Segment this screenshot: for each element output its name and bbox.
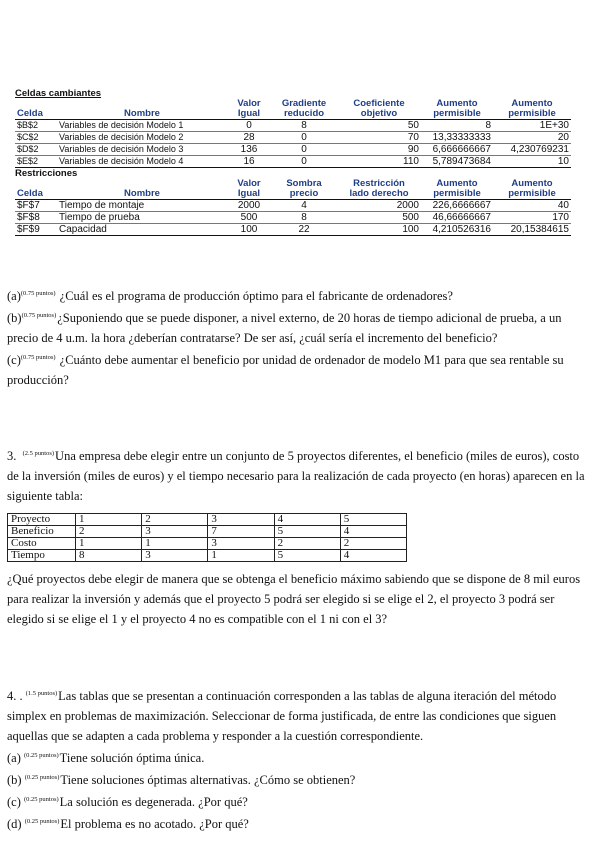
cell-objective-coef: 110 <box>337 156 421 168</box>
table-cell: 4 <box>340 550 406 562</box>
col-aumento-1: Aumento <box>436 98 478 109</box>
q4-item-b: (b) $^{(0.25 puntos)}$Tiene soluciones óptimas alternativas. ¿Cómo se obtienen? <box>7 773 356 787</box>
col-aumento2-1: Aumento <box>511 98 553 109</box>
table-cell: 2 <box>274 538 340 550</box>
constraint-ref: $F$8 <box>15 212 57 224</box>
col-gradiente-2: reducido <box>271 109 337 120</box>
constraint-allowable-increase: 4,210526316 <box>421 224 493 236</box>
cell-reduced-gradient: 8 <box>271 120 337 132</box>
constraint-allowable-increase-2: 20,15384615 <box>493 224 571 236</box>
col-restr-2: lado derecho <box>337 189 421 200</box>
cell-allowable-increase: 8 <box>421 120 493 132</box>
constraint-value: 2000 <box>227 200 271 212</box>
row-header: Tiempo <box>8 550 76 562</box>
table-row <box>15 200 571 212</box>
cell-allowable-increase-2: 20 <box>493 132 571 144</box>
cell-objective-coef: 70 <box>337 132 421 144</box>
question-2-parts <box>7 284 587 390</box>
constraint-rhs: 2000 <box>337 200 421 212</box>
table-cell: 2 <box>76 526 142 538</box>
constraint-name: Capacidad <box>57 224 227 236</box>
constraint-value: 100 <box>227 224 271 236</box>
q3-question: ¿Qué proyectos debe elegir de manera que se obtenga el beneficio máximo sabiendo que se dispone de 8 mil euros para realizar la inversión y además que el proyecto 5 podrá ser elegido si se elige el 2, el proyecto 3 podrá ser elegido si se elige el 1 y el proyecto 4 no es compatible con el 1 ni con el 3? <box>7 572 581 626</box>
cell-allowable-increase-2: 10 <box>493 156 571 168</box>
table-row <box>15 144 571 156</box>
col-celda: Celda <box>15 109 57 120</box>
col-valor-1: Valor <box>237 178 261 189</box>
col-nombre: Nombre <box>57 189 227 200</box>
table-cell: 5 <box>340 514 406 526</box>
q2-part-a: $(a)^{(0.75 puntos)}$ ¿Cuál es el programa de producción óptimo para el fabricante de ordenadores? <box>7 289 453 303</box>
constraint-name: Tiempo de prueba <box>57 212 227 224</box>
table-row <box>15 212 571 224</box>
q4-item-a: (a) $^{(0.25 puntos)}$Tiene solución óptima única. <box>7 751 205 765</box>
table-cell: 4 <box>274 514 340 526</box>
cell-allowable-increase: 5,789473684 <box>421 156 493 168</box>
table-cell: 2 <box>340 538 406 550</box>
constraint-rhs: 100 <box>337 224 421 236</box>
constraint-name: Tiempo de montaje <box>57 200 227 212</box>
table-cell: 2 <box>142 514 208 526</box>
cell-value: 0 <box>227 120 271 132</box>
row-header: Costo <box>8 538 76 550</box>
cell-name: Variables de decisión Modelo 2 <box>57 132 227 144</box>
cell-value: 28 <box>227 132 271 144</box>
table-cell: 5 <box>274 550 340 562</box>
col-restr-1: Restricción <box>353 178 405 189</box>
col-gradiente-1: Gradiente <box>281 98 327 109</box>
constraint-allowable-increase: 226,6666667 <box>421 200 493 212</box>
table-cell: 3 <box>208 514 274 526</box>
table-cell: 8 <box>76 550 142 562</box>
table-cell: 1 <box>208 550 274 562</box>
col-aumento2-2: permisible <box>493 189 571 200</box>
cell-name: Variables de decisión Modelo 1 <box>57 120 227 132</box>
q3-statement: 3. $^{(2.5 puntos)}$Una empresa debe elegir entre un conjunto de 5 proyectos diferentes, el beneficio (miles de euros), costo de la inversión (miles de euros) y el tiempo necesario para la realización de cada proyecto (en horas) aparecen en la siguiente tabla: <box>7 449 585 503</box>
q2-part-b: $(b)^{(0.75 puntos)}¿Suponiendo$ que se puede disponer, a nivel externo, de 20 horas de tiempo adicional de prueba, a un precio de 4 u.m. la hora ¿deberían contratarse? De ser así, ¿cuál sería el incremento del beneficio? <box>7 311 562 345</box>
col-valor-1: Valor <box>237 98 261 109</box>
cell-name: Variables de decisión Modelo 3 <box>57 144 227 156</box>
cell-reduced-gradient: 0 <box>271 144 337 156</box>
col-coef-2: objetivo <box>337 109 421 120</box>
constraint-allowable-increase-2: 170 <box>493 212 571 224</box>
cell-allowable-increase-2: 1E+30 <box>493 120 571 132</box>
cell-allowable-increase: 6,666666667 <box>421 144 493 156</box>
changing-cells-table <box>15 99 571 168</box>
cell-name: Variables de decisión Modelo 4 <box>57 156 227 168</box>
col-valor-2: Igual <box>227 189 271 200</box>
table-cell: 1 <box>142 538 208 550</box>
table-cell: 5 <box>274 526 340 538</box>
table-row <box>15 132 571 144</box>
cell-objective-coef: 50 <box>337 120 421 132</box>
cell-value: 16 <box>227 156 271 168</box>
table-row <box>8 514 407 526</box>
row-header: Proyecto <box>8 514 76 526</box>
constraint-shadow-price: 22 <box>271 224 337 236</box>
table-row <box>15 120 571 132</box>
q4-item-c: (c) $^{(0.25 puntos)}$La solución es degenerada. ¿Por qué? <box>7 795 248 809</box>
table-cell: 4 <box>340 526 406 538</box>
cell-objective-coef: 90 <box>337 144 421 156</box>
table-row <box>15 224 571 236</box>
table-row <box>8 550 407 562</box>
col-aumento-1: Aumento <box>436 178 478 189</box>
table-cell: 3 <box>142 550 208 562</box>
col-nombre: Nombre <box>57 109 227 120</box>
projects-table <box>7 513 407 562</box>
q4-statement: 4. . $^{(1.5 puntos)}$Las tablas que se presentan a continuación corresponden a las tablas de alguna iteración del método simplex en problemas de maximización. Seleccionar de forma justificada, de entre las condiciones que siguen aquellas que se adapten a cada problema y responder a la cuestión correspondiente. <box>7 689 557 743</box>
constraint-value: 500 <box>227 212 271 224</box>
row-header: Beneficio <box>8 526 76 538</box>
col-sombra-2: precio <box>271 189 337 200</box>
table-cell: 1 <box>76 514 142 526</box>
table-row <box>8 526 407 538</box>
constraint-ref: $F$7 <box>15 200 57 212</box>
constraint-shadow-price: 8 <box>271 212 337 224</box>
question-3-body <box>7 569 587 629</box>
cell-value: 136 <box>227 144 271 156</box>
table-cell: 1 <box>76 538 142 550</box>
constraint-shadow-price: 4 <box>271 200 337 212</box>
cell-ref: $E$2 <box>15 156 57 168</box>
table-cell: 3 <box>208 538 274 550</box>
constraint-ref: $F$9 <box>15 224 57 236</box>
cell-ref: $B$2 <box>15 120 57 132</box>
sensitivity-report <box>15 88 571 236</box>
col-valor-2: Igual <box>227 109 271 120</box>
constraints-title: Restricciones <box>15 168 78 179</box>
cell-reduced-gradient: 0 <box>271 132 337 144</box>
constraint-allowable-increase: 46,66666667 <box>421 212 493 224</box>
col-celda: Celda <box>15 189 57 200</box>
changing-cells-title: Celdas cambiantes <box>15 88 102 99</box>
col-aumento-2: permisible <box>421 189 493 200</box>
constraint-allowable-increase-2: 40 <box>493 200 571 212</box>
table-row <box>8 538 407 550</box>
col-sombra-1: Sombra <box>286 178 322 189</box>
col-aumento-2: permisible <box>421 109 493 120</box>
cell-allowable-increase-2: 4,230769231 <box>493 144 571 156</box>
table-row <box>15 156 571 168</box>
cell-allowable-increase: 13,33333333 <box>421 132 493 144</box>
col-aumento2-2: permisible <box>493 109 571 120</box>
cell-ref: $C$2 <box>15 132 57 144</box>
cell-ref: $D$2 <box>15 144 57 156</box>
q4-item-d: (d) $^{(0.25 puntos)}$El problema es no acotado. ¿Por qué? <box>7 817 249 831</box>
question-4 <box>7 684 587 834</box>
constraints-table <box>15 179 571 236</box>
col-coef-1: Coeficiente <box>353 98 405 109</box>
q2-part-c: $(c)^{(0.75 puntos)}$ ¿Cuánto debe aumentar el beneficio por unidad de ordenador de modelo M1 para que sea rentable su producción? <box>7 353 564 387</box>
table-cell: 7 <box>208 526 274 538</box>
cell-reduced-gradient: 0 <box>271 156 337 168</box>
col-aumento2-1: Aumento <box>511 178 553 189</box>
constraint-rhs: 500 <box>337 212 421 224</box>
table-cell: 3 <box>142 526 208 538</box>
question-3 <box>7 444 587 506</box>
